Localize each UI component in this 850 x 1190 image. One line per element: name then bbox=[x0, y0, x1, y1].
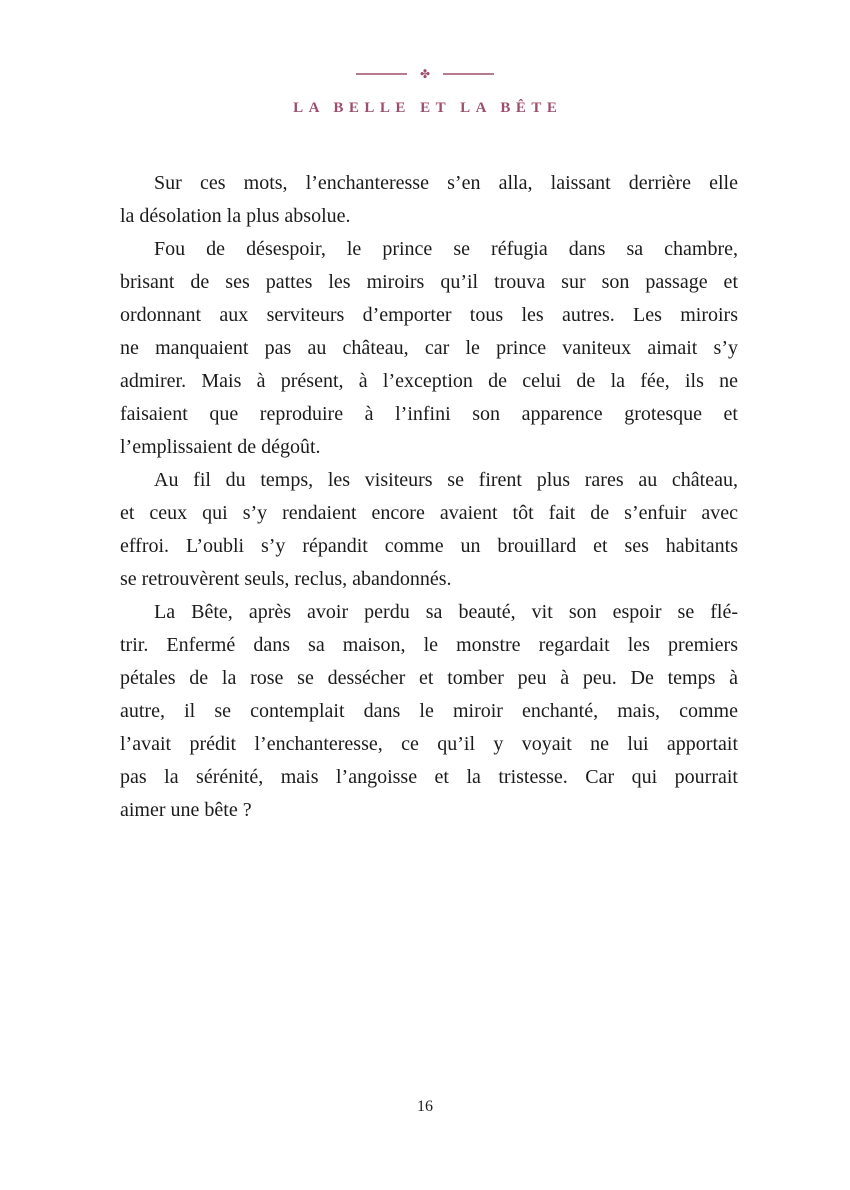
text-line: admirer. Mais à présent, à l’exception de celui de la fée, ils ne bbox=[120, 370, 738, 392]
text-line: La Bête, après avoir perdu sa beauté, vit son espoir se flé- bbox=[154, 601, 738, 623]
text-line: la désolation la plus absolue. bbox=[120, 205, 351, 227]
ornament-rule-right bbox=[443, 73, 494, 74]
body-text bbox=[120, 167, 738, 827]
text-line: Au fil du temps, les visiteurs se firent plus rares au château, bbox=[154, 469, 738, 491]
text-line: se retrouvèrent seuls, reclus, abandonnés. bbox=[120, 568, 452, 590]
text-line: trir. Enfermé dans sa maison, le monstre regardait les premiers bbox=[120, 634, 738, 656]
ornament-rule-left bbox=[356, 73, 407, 74]
text-line: pas la sérénité, mais l’angoisse et la tristesse. Car qui pourrait bbox=[120, 766, 738, 788]
paragraph bbox=[120, 167, 738, 233]
paragraph bbox=[120, 233, 738, 464]
page-number: 16 bbox=[417, 1098, 433, 1115]
text-line: l’avait prédit l’enchanteresse, ce qu’il y voyait ne lui apportait bbox=[120, 733, 738, 755]
text-line: pétales de la rose se dessécher et tomber peu à peu. De temps à bbox=[120, 667, 738, 689]
text-line: faisaient que reproduire à l’infini son apparence grotesque et bbox=[120, 403, 738, 425]
text-line: ne manquaient pas au château, car le prince vaniteux aimait s’y bbox=[120, 337, 738, 359]
text-line: Fou de désespoir, le prince se réfugia dans sa chambre, bbox=[154, 238, 738, 260]
flower-icon: ✤ bbox=[419, 67, 431, 81]
text-line: et ceux qui s’y rendaient encore avaient tôt fait de s’enfuir avec bbox=[120, 502, 738, 524]
text-line: brisant de ses pattes les miroirs qu’il trouva sur son passage et bbox=[120, 271, 738, 293]
text-line: autre, il se contemplait dans le miroir enchanté, mais, comme bbox=[120, 700, 738, 722]
text-line: aimer une bête ? bbox=[120, 799, 252, 821]
text-line: effroi. L’oubli s’y répandit comme un brouillard et ses habitants bbox=[120, 535, 738, 557]
ornament bbox=[0, 66, 850, 82]
text-line: l’emplissaient de dégoût. bbox=[120, 436, 321, 458]
paragraph bbox=[120, 464, 738, 596]
text-line: ordonnant aux serviteurs d’emporter tous les autres. Les miroirs bbox=[120, 304, 738, 326]
paragraph bbox=[120, 596, 738, 827]
text-line: Sur ces mots, l’enchanteresse s’en alla, laissant derrière elle bbox=[154, 172, 738, 194]
chapter-title: LA BELLE ET LA BÊTE bbox=[293, 100, 563, 116]
